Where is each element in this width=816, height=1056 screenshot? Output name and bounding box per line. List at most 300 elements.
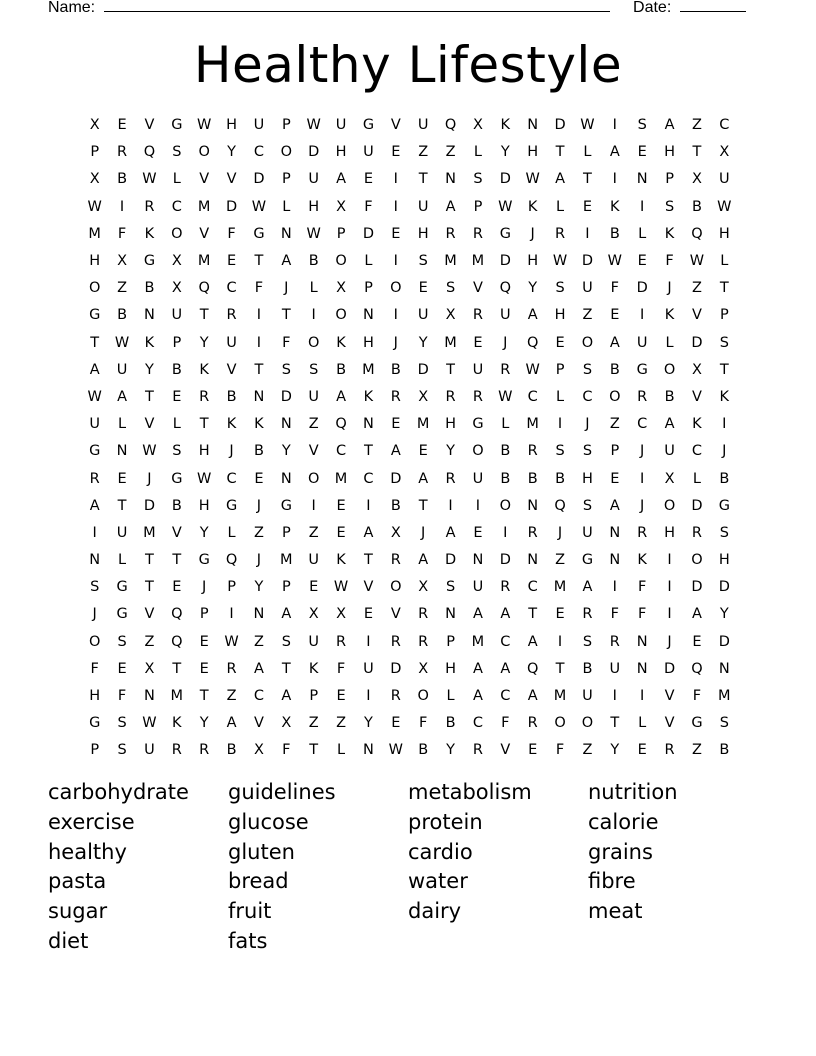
grid-letter[interactable]: I [667,579,672,596]
grid-letter[interactable]: E [172,388,182,405]
grid-letter[interactable]: O [581,715,594,732]
grid-letter[interactable]: R [390,388,401,405]
grid-letter[interactable]: K [610,198,620,215]
grid-letter[interactable]: N [363,742,374,759]
grid-letter[interactable]: T [172,552,182,569]
grid-letter[interactable]: K [172,715,182,732]
grid-letter[interactable]: I [256,307,262,324]
grid-letter[interactable]: Z [117,280,128,297]
grid-letter[interactable]: R [390,688,401,705]
grid-letter[interactable]: Q [171,633,183,650]
grid-letter[interactable]: G [171,470,183,487]
grid-letter[interactable]: V [308,443,319,460]
grid-letter[interactable]: C [500,633,511,650]
grid-letter[interactable]: P [281,117,291,134]
grid-letter[interactable]: I [585,225,590,242]
grid-letter[interactable]: B [226,388,237,405]
grid-letter[interactable]: X [117,253,128,270]
grid-letter[interactable]: A [472,660,483,677]
grid-letter[interactable]: T [528,606,538,623]
grid-letter[interactable]: Y [227,144,236,161]
grid-letter[interactable]: P [610,443,620,460]
grid-letter[interactable]: G [581,552,594,569]
grid-letter[interactable]: H [664,144,676,161]
grid-letter[interactable]: P [172,334,182,351]
grid-letter[interactable]: R [226,660,237,677]
grid-letter[interactable]: N [116,443,128,460]
grid-letter[interactable]: R [500,579,511,596]
grid-letter[interactable]: A [445,198,456,215]
grid-letter[interactable]: N [253,606,265,623]
grid-letter[interactable]: B [226,742,237,759]
grid-letter[interactable]: P [446,633,455,650]
grid-letter[interactable]: V [472,280,483,297]
grid-letter[interactable]: A [527,633,538,650]
grid-letter[interactable]: T [719,280,729,297]
grid-letter[interactable]: R [472,307,483,324]
grid-letter[interactable]: U [582,524,593,541]
grid-letter[interactable]: F [419,715,428,732]
grid-letter[interactable]: E [117,470,127,487]
grid-letter[interactable]: V [226,171,237,188]
grid-letter[interactable]: W [142,715,157,732]
grid-letter[interactable]: U [472,470,484,487]
grid-letter[interactable]: K [199,361,209,378]
grid-letter[interactable]: G [472,416,484,433]
grid-letter[interactable]: I [612,171,617,188]
grid-letter[interactable]: G [143,253,156,270]
grid-letter[interactable]: M [143,524,156,541]
grid-letter[interactable]: F [610,606,619,623]
grid-letter[interactable]: O [88,633,101,650]
grid-letter[interactable]: A [472,606,483,623]
grid-letter[interactable]: B [582,660,593,677]
grid-letter[interactable]: X [472,117,483,134]
grid-letter[interactable]: T [145,579,154,596]
grid-letter[interactable]: N [280,225,292,242]
grid-letter[interactable]: U [417,117,429,134]
grid-letter[interactable]: N [445,606,456,623]
name-field-line[interactable] [104,0,610,12]
grid-letter[interactable]: K [308,660,319,677]
grid-letter[interactable]: A [281,688,292,705]
grid-letter[interactable]: K [664,225,675,242]
grid-letter[interactable]: R [527,524,538,541]
grid-letter[interactable]: L [364,253,373,270]
grid-letter[interactable]: N [363,416,374,433]
grid-letter[interactable]: V [199,225,210,242]
grid-letter[interactable]: I [256,334,262,351]
grid-letter[interactable]: S [172,144,182,161]
grid-letter[interactable]: J [256,552,262,569]
grid-letter[interactable]: N [527,117,539,134]
grid-letter[interactable]: N [527,552,539,569]
grid-letter[interactable]: U [171,307,183,324]
grid-letter[interactable]: V [390,606,401,623]
grid-letter[interactable]: V [144,416,155,433]
grid-letter[interactable]: P [281,579,291,596]
grid-letter[interactable]: A [691,606,702,623]
grid-letter[interactable]: K [637,552,647,569]
grid-letter[interactable]: R [89,470,100,487]
grid-letter[interactable]: J [284,280,289,297]
grid-letter[interactable]: L [172,416,181,433]
grid-letter[interactable]: X [89,117,100,134]
grid-letter[interactable]: T [145,552,154,569]
grid-letter[interactable]: U [582,280,593,297]
grid-letter[interactable]: X [89,171,100,188]
grid-letter[interactable]: P [90,742,100,759]
grid-letter[interactable]: F [282,334,291,351]
grid-letter[interactable]: I [92,524,97,541]
grid-letter[interactable]: E [582,198,593,215]
grid-letter[interactable]: W [388,742,403,759]
grid-letter[interactable]: B [691,198,702,215]
grid-letter[interactable]: B [555,470,566,487]
grid-letter[interactable]: P [281,524,291,541]
grid-letter[interactable]: V [691,388,702,405]
grid-letter[interactable]: A [609,144,620,161]
grid-letter[interactable]: J [92,606,97,623]
grid-letter[interactable]: F [117,225,127,242]
grid-letter[interactable]: I [366,497,371,514]
grid-letter[interactable]: S [117,742,127,759]
grid-letter[interactable]: U [472,579,484,596]
grid-letter[interactable]: A [390,443,401,460]
grid-letter[interactable]: E [309,579,319,596]
grid-letter[interactable]: Y [528,280,538,297]
grid-letter[interactable]: S [555,443,565,460]
grid-letter[interactable]: D [390,470,402,487]
grid-letter[interactable]: M [416,416,430,433]
grid-letter[interactable]: X [171,253,182,270]
grid-letter[interactable]: E [637,144,647,161]
grid-letter[interactable]: D [499,253,511,270]
grid-letter[interactable]: I [612,117,617,134]
grid-letter[interactable]: U [116,361,128,378]
grid-letter[interactable]: N [472,552,484,569]
grid-letter[interactable]: A [89,361,100,378]
grid-letter[interactable]: U [89,416,100,433]
grid-letter[interactable]: I [612,579,617,596]
grid-letter[interactable]: G [116,579,128,596]
grid-letter[interactable]: S [582,361,593,378]
grid-letter[interactable]: I [311,307,316,324]
grid-letter[interactable]: Z [308,715,319,732]
grid-letter[interactable]: V [226,361,237,378]
grid-letter[interactable]: E [336,688,346,705]
grid-letter[interactable]: D [691,579,703,596]
grid-letter[interactable]: Q [526,334,539,351]
grid-letter[interactable]: K [144,334,155,351]
grid-letter[interactable]: J [667,280,672,297]
grid-letter[interactable]: I [640,470,645,487]
grid-letter[interactable]: H [362,334,374,351]
grid-letter[interactable]: D [308,144,320,161]
grid-letter[interactable]: D [718,633,730,650]
grid-letter[interactable]: S [719,715,729,732]
grid-letter[interactable]: E [555,606,565,623]
grid-letter[interactable]: A [555,171,566,188]
grid-letter[interactable]: N [280,416,292,433]
grid-letter[interactable]: O [307,470,320,487]
grid-letter[interactable]: L [473,144,482,161]
grid-letter[interactable]: Y [610,742,620,759]
grid-letter[interactable]: J [557,524,563,541]
grid-letter[interactable]: G [499,225,511,242]
grid-letter[interactable]: V [144,117,155,134]
grid-letter[interactable]: B [336,361,347,378]
grid-letter[interactable]: W [498,198,513,215]
grid-letter[interactable]: E [336,524,346,541]
grid-letter[interactable]: T [254,253,264,270]
grid-letter[interactable]: R [445,470,456,487]
grid-letter[interactable]: I [366,688,371,705]
grid-letter[interactable]: E [199,660,209,677]
grid-letter[interactable]: T [309,742,319,759]
grid-letter[interactable]: L [118,416,127,433]
grid-letter[interactable]: L [446,688,455,705]
grid-letter[interactable]: J [256,497,262,514]
grid-letter[interactable]: W [607,253,622,270]
grid-letter[interactable]: E [473,334,483,351]
grid-letter[interactable]: W [333,579,349,596]
grid-letter[interactable]: Q [554,497,566,514]
grid-letter[interactable]: B [144,280,155,297]
grid-letter[interactable]: N [527,497,539,514]
grid-letter[interactable]: U [363,660,374,677]
grid-letter[interactable]: Y [364,715,373,732]
grid-letter[interactable]: E [418,280,428,297]
grid-letter[interactable]: H [89,253,101,270]
grid-letter[interactable]: E [637,742,647,759]
grid-letter[interactable]: A [664,117,675,134]
grid-letter[interactable]: P [227,579,236,596]
grid-letter[interactable]: G [116,606,128,623]
grid-letter[interactable]: L [638,715,647,732]
grid-letter[interactable]: I [557,416,563,433]
grid-letter[interactable]: I [448,497,453,514]
grid-letter[interactable]: M [718,688,731,705]
grid-letter[interactable]: L [282,198,291,215]
grid-letter[interactable]: Z [691,280,702,297]
grid-letter[interactable]: T [254,361,264,378]
grid-letter[interactable]: R [199,388,210,405]
grid-letter[interactable]: X [390,524,401,541]
grid-letter[interactable]: J [530,225,535,242]
grid-letter[interactable]: H [581,470,593,487]
grid-letter[interactable]: X [418,660,429,677]
grid-letter[interactable]: A [664,416,675,433]
grid-letter[interactable]: B [117,307,128,324]
grid-letter[interactable]: Z [582,307,593,324]
grid-letter[interactable]: W [197,117,212,134]
grid-letter[interactable]: K [254,416,264,433]
grid-letter[interactable]: G [362,117,375,134]
grid-letter[interactable]: D [444,552,457,569]
grid-letter[interactable]: C [691,443,702,460]
grid-letter[interactable]: O [88,280,101,297]
grid-letter[interactable]: K [527,198,538,215]
grid-letter[interactable]: Y [199,715,209,732]
grid-letter[interactable]: U [116,524,128,541]
grid-letter[interactable]: J [503,334,508,351]
grid-letter[interactable]: J [202,579,207,596]
grid-letter[interactable]: Q [198,280,210,297]
grid-letter[interactable]: B [527,470,538,487]
grid-letter[interactable]: N [636,171,648,188]
grid-letter[interactable]: F [282,742,291,759]
grid-letter[interactable]: N [144,688,155,705]
grid-letter[interactable]: J [393,334,398,351]
grid-letter[interactable]: D [718,579,730,596]
grid-letter[interactable]: V [691,307,702,324]
grid-letter[interactable]: J [640,497,645,514]
grid-letter[interactable]: H [718,552,730,569]
grid-letter[interactable]: A [445,524,456,541]
grid-letter[interactable]: N [636,660,648,677]
grid-letter[interactable]: F [501,715,510,732]
grid-letter[interactable]: B [418,742,429,759]
grid-letter[interactable]: F [638,606,647,623]
grid-letter[interactable]: E [692,633,702,650]
grid-letter[interactable]: H [445,660,457,677]
grid-letter[interactable]: C [336,443,347,460]
grid-letter[interactable]: T [117,497,127,514]
grid-letter[interactable]: I [640,307,645,324]
grid-letter[interactable]: X [418,388,429,405]
grid-letter[interactable]: M [197,198,211,215]
grid-letter[interactable]: V [199,171,210,188]
grid-letter[interactable]: S [719,334,729,351]
grid-letter[interactable]: U [363,144,374,161]
grid-letter[interactable]: U [308,633,319,650]
grid-letter[interactable]: U [719,171,730,188]
grid-letter[interactable]: B [445,715,456,732]
grid-letter[interactable]: W [197,470,212,487]
grid-letter[interactable]: P [364,280,373,297]
grid-letter[interactable]: J [667,633,672,650]
grid-letter[interactable]: V [363,579,374,596]
grid-letter[interactable]: Z [691,742,702,759]
grid-letter[interactable]: M [280,552,293,569]
grid-letter[interactable]: U [582,688,593,705]
grid-letter[interactable]: D [417,361,429,378]
grid-letter[interactable]: E [637,253,647,270]
grid-letter[interactable]: C [253,688,264,705]
grid-letter[interactable]: D [253,171,265,188]
grid-letter[interactable]: S [418,253,428,270]
grid-letter[interactable]: N [609,524,621,541]
grid-letter[interactable]: X [336,606,347,623]
grid-letter[interactable]: J [640,443,645,460]
grid-letter[interactable]: E [363,171,374,188]
grid-letter[interactable]: P [309,688,319,705]
grid-letter[interactable]: R [637,388,648,405]
grid-letter[interactable]: U [253,117,265,134]
grid-letter[interactable]: Y [500,144,510,161]
grid-letter[interactable]: F [117,688,127,705]
grid-letter[interactable]: U [417,307,429,324]
grid-letter[interactable]: K [363,388,374,405]
grid-letter[interactable]: Z [253,633,264,650]
grid-letter[interactable]: T [692,144,702,161]
grid-letter[interactable]: I [667,606,672,623]
grid-letter[interactable]: D [280,388,292,405]
grid-letter[interactable]: A [336,388,347,405]
grid-letter[interactable]: B [171,497,182,514]
grid-letter[interactable]: B [664,388,675,405]
grid-letter[interactable]: R [390,633,401,650]
grid-letter[interactable]: P [281,171,291,188]
grid-letter[interactable]: U [609,660,621,677]
grid-letter[interactable]: N [718,660,730,677]
grid-letter[interactable]: W [689,253,705,270]
grid-letter[interactable]: Q [499,280,512,297]
grid-letter[interactable]: C [582,388,593,405]
grid-letter[interactable]: S [90,579,100,596]
grid-letter[interactable]: Y [254,579,264,596]
grid-letter[interactable]: U [664,443,675,460]
grid-letter[interactable]: A [609,497,620,514]
grid-letter[interactable]: N [144,307,155,324]
grid-letter[interactable]: Y [719,606,729,623]
grid-letter[interactable]: R [117,144,128,161]
grid-letter[interactable]: H [664,524,676,541]
grid-letter[interactable]: Z [336,715,347,732]
grid-letter[interactable]: W [142,171,157,188]
grid-letter[interactable]: K [719,388,730,405]
grid-letter[interactable]: M [471,633,485,650]
grid-letter[interactable]: O [390,280,402,297]
grid-letter[interactable]: F [364,198,373,215]
grid-letter[interactable]: S [117,715,127,732]
grid-letter[interactable]: C [637,416,648,433]
grid-letter[interactable]: X [691,361,702,378]
grid-letter[interactable]: A [472,688,483,705]
grid-letter[interactable]: N [363,307,374,324]
grid-letter[interactable]: J [147,470,152,487]
grid-letter[interactable]: I [667,552,672,569]
grid-letter[interactable]: Q [444,117,457,134]
grid-letter[interactable]: S [582,633,593,650]
grid-letter[interactable]: R [527,443,538,460]
grid-letter[interactable]: A [418,552,429,569]
grid-letter[interactable]: V [171,524,182,541]
grid-letter[interactable]: S [445,280,456,297]
grid-letter[interactable]: R [472,225,483,242]
grid-letter[interactable]: S [664,198,675,215]
grid-letter[interactable]: I [640,688,645,705]
grid-letter[interactable]: U [308,171,319,188]
grid-letter[interactable]: S [445,579,456,596]
grid-letter[interactable]: T [364,443,373,460]
grid-letter[interactable]: A [226,715,237,732]
grid-letter[interactable]: R [691,524,702,541]
grid-letter[interactable]: T [172,660,182,677]
grid-letter[interactable]: T [583,171,592,188]
grid-letter[interactable]: B [117,171,128,188]
grid-letter[interactable]: O [609,388,621,405]
grid-letter[interactable]: P [90,144,100,161]
grid-letter[interactable]: G [225,497,238,514]
grid-letter[interactable]: A [363,524,374,541]
grid-letter[interactable]: T [719,361,729,378]
grid-letter[interactable]: C [363,470,374,487]
grid-letter[interactable]: W [552,253,568,270]
grid-letter[interactable]: G [89,307,101,324]
grid-letter[interactable]: K [144,225,155,242]
